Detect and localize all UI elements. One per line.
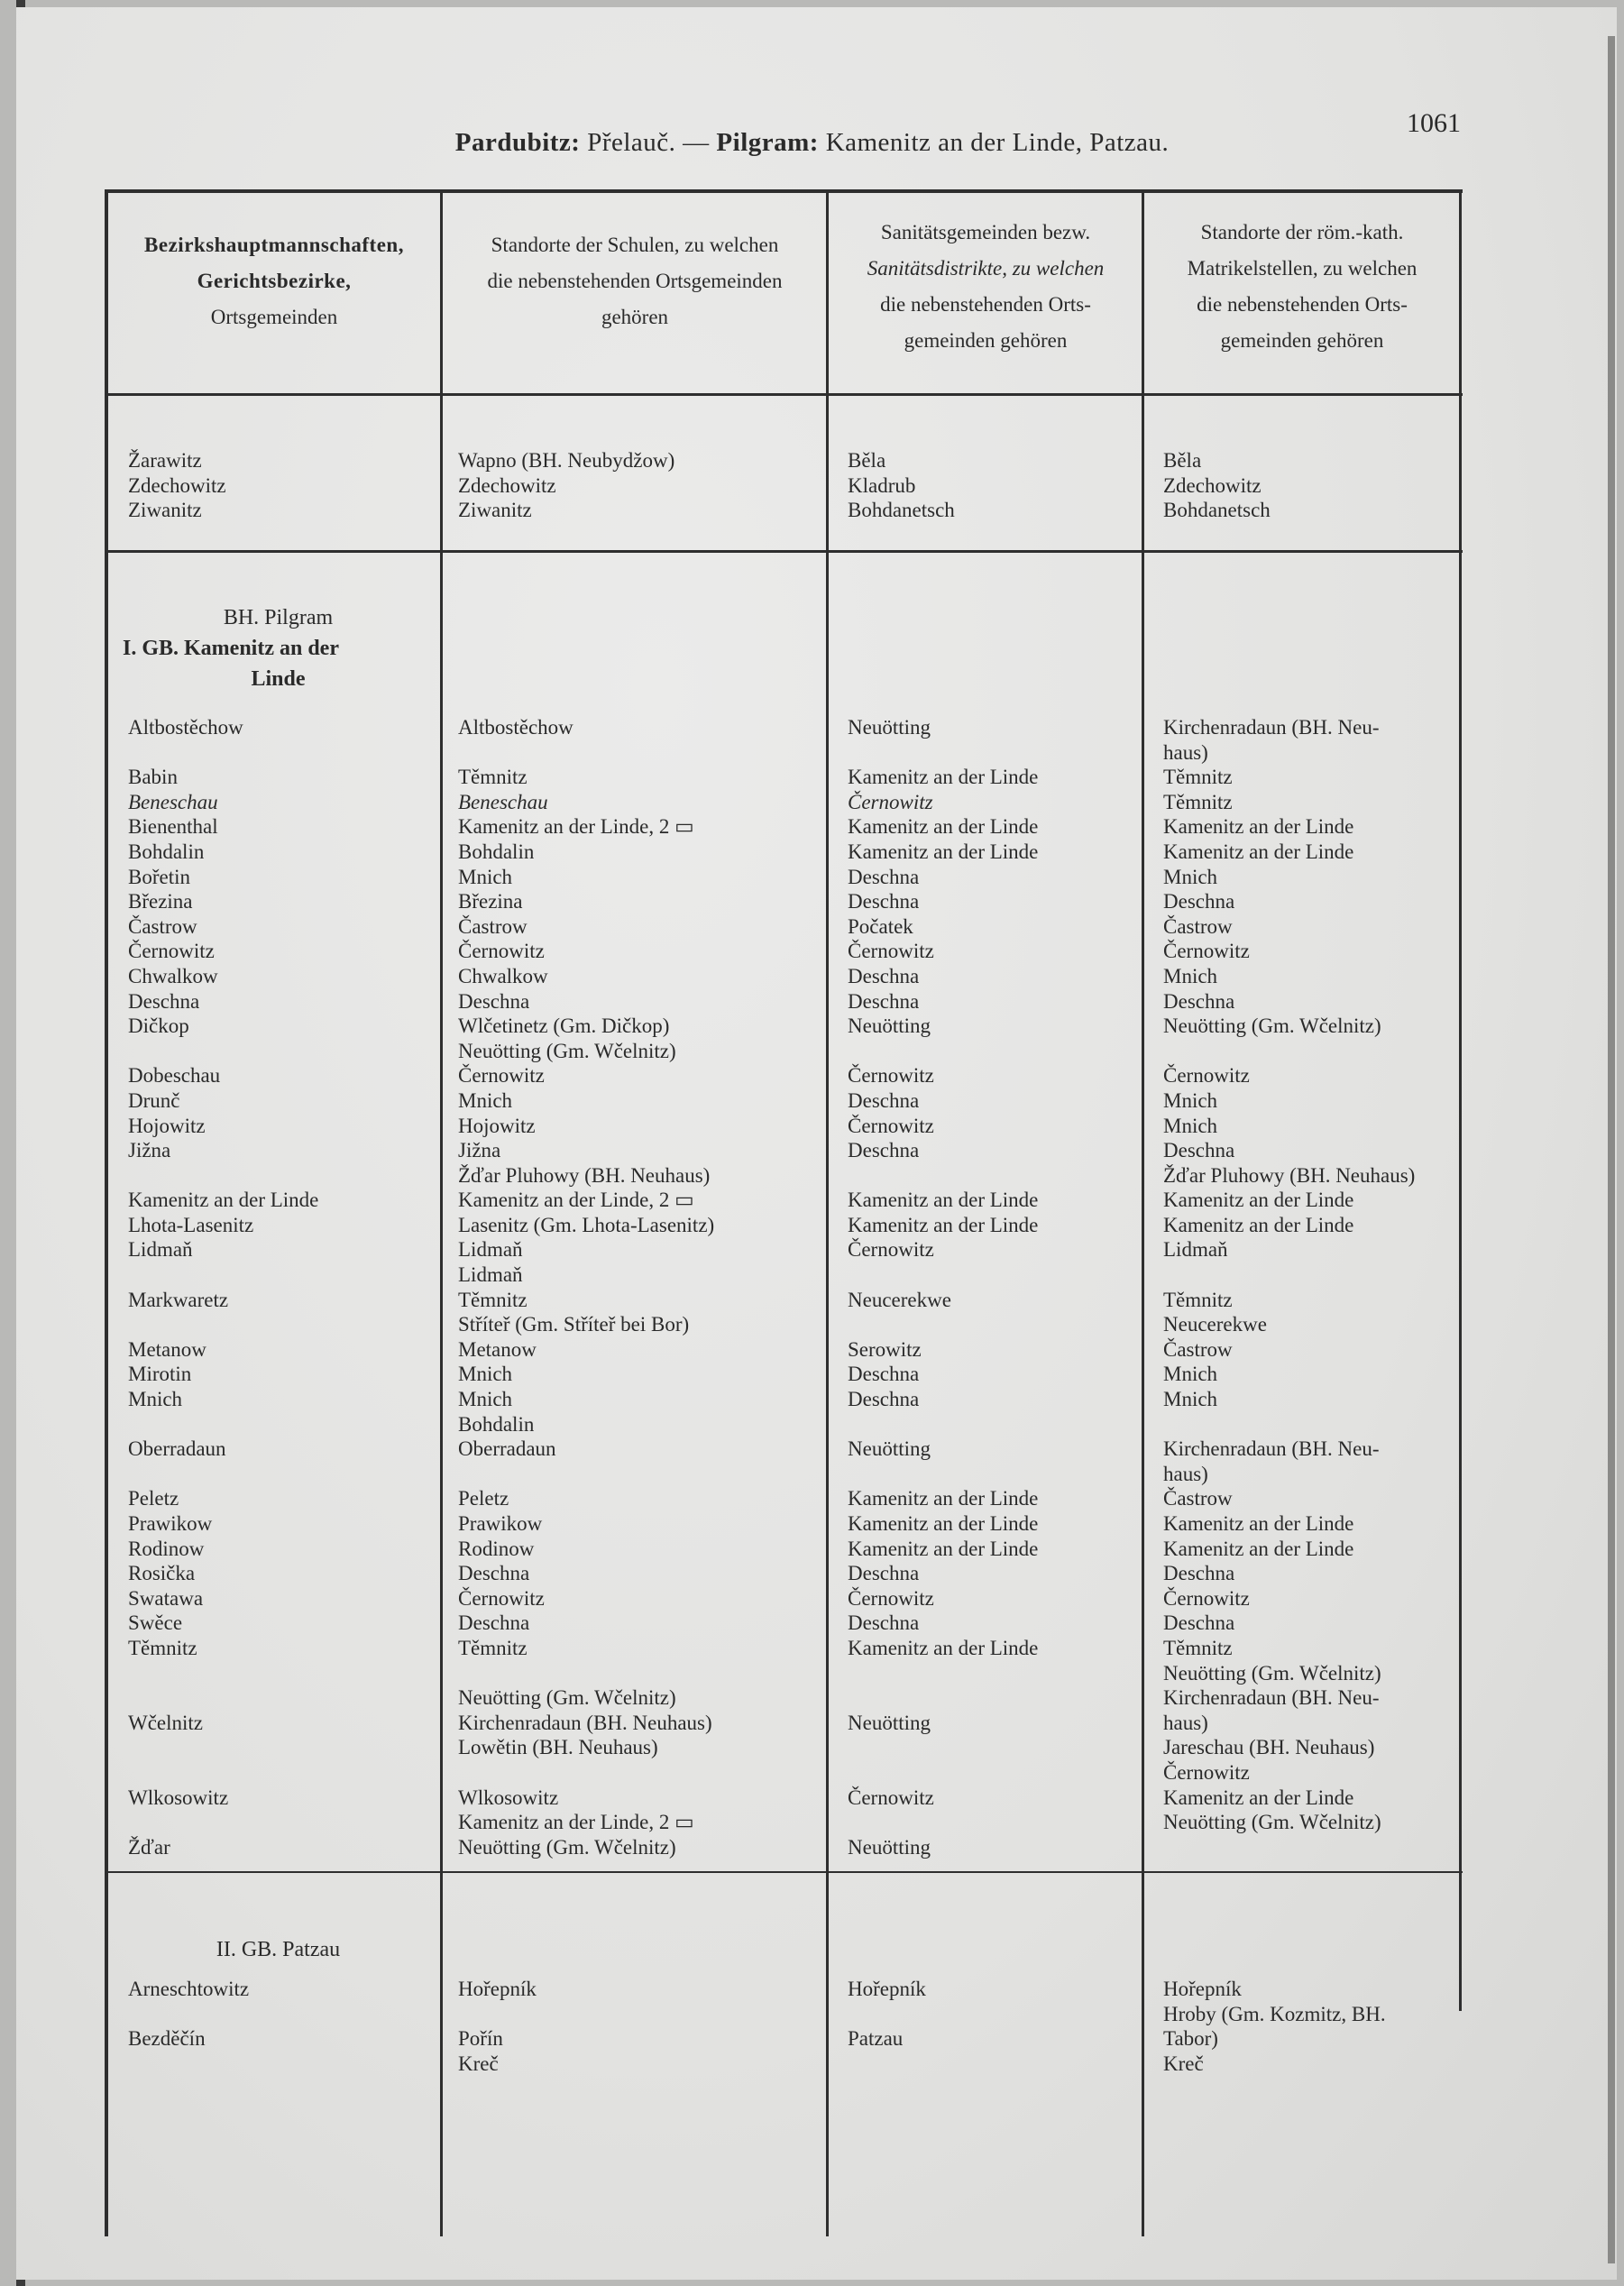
list-item: Altbostěchow [128, 716, 243, 739]
list-item [128, 2002, 249, 2027]
list-item: haus) [1163, 1711, 1208, 1734]
header-col4-line2: Matrikelstellen, zu welchen [1187, 257, 1418, 280]
list-item: Kamenitz an der Linde, 2 ▭ [458, 815, 694, 839]
list-item: Žarawitz [128, 449, 202, 472]
list-item: Chwalkow [458, 964, 548, 987]
col-rule-1 [440, 189, 443, 2236]
list-item: Častrow [458, 914, 528, 938]
list-item: Mnich [1163, 1088, 1218, 1112]
list-item: Oberradaun [128, 1437, 226, 1461]
list-item: Bohdalin [458, 1412, 535, 1436]
list-item: Neuötting [848, 716, 931, 739]
list-item: Kamenitz an der Linde [1163, 1537, 1354, 1560]
list-item: Bohdanetsch [848, 499, 955, 522]
list-item [848, 1661, 1038, 1686]
list-item: Černowitz [1163, 1760, 1250, 1784]
list-item [848, 1262, 1038, 1288]
block3-col1 [128, 1977, 249, 2052]
list-item: Černowitz [848, 1586, 934, 1610]
section-divider-rule [105, 1871, 1463, 1873]
header-col1 [110, 227, 438, 335]
list-item: Oberradaun [458, 1437, 556, 1461]
block1-col1 [128, 448, 226, 523]
list-item [848, 1039, 1038, 1064]
list-item: Ziwanitz [128, 499, 202, 522]
list-item: Kamenitz an der Linde [848, 1636, 1039, 1659]
list-item: Kamenitz an der Linde [848, 1213, 1039, 1236]
list-item: Mnich [458, 1088, 513, 1112]
table-right-rule [1459, 189, 1462, 2011]
list-item: Deschna [128, 989, 200, 1013]
list-item: Jareschau (BH. Neuhaus) [1163, 1736, 1375, 1759]
list-item: Patzau [848, 2027, 904, 2051]
list-item: Deschna [1163, 1562, 1235, 1585]
block1-col3 [848, 448, 955, 523]
list-item: Černowitz [458, 1586, 545, 1610]
list-item: Lhota-Lasenitz [128, 1213, 254, 1236]
list-item: Kamenitz an der Linde [1163, 1213, 1354, 1236]
list-item: Stříteř (Gm. Stříteř bei Bor) [458, 1313, 690, 1336]
list-item: Deschna [848, 1388, 920, 1411]
page-edge-shadow [1608, 36, 1615, 2263]
list-item: Lidmaň [1163, 1238, 1228, 1262]
list-item: Běla [848, 449, 886, 472]
list-item [1163, 1412, 1415, 1437]
list-item: Zdechowitz [128, 473, 226, 497]
header-col4-line3: die nebenstehenden Orts- [1197, 293, 1408, 316]
list-item: Mnich [1163, 1363, 1218, 1386]
block3-col4 [1163, 1977, 1386, 2076]
list-item: Hořepník [848, 1978, 926, 2000]
list-item: Kamenitz an der Linde [848, 1487, 1039, 1510]
running-head-right-bold: Pilgram: [716, 128, 819, 157]
list-item: Počatek [848, 914, 913, 938]
block2-col2 [458, 715, 714, 1859]
list-item [1163, 1039, 1415, 1064]
list-item: Neuötting (Gm. Wčelnitz) [1163, 1811, 1381, 1834]
header-col1-line1: Bezirkshauptmannschaften, [144, 234, 404, 256]
header-col4 [1147, 215, 1457, 359]
list-item [458, 1661, 714, 1686]
list-item: Markwaretz [128, 1288, 229, 1311]
list-item: Mnich [1163, 964, 1218, 987]
list-item [458, 1462, 714, 1487]
list-item [128, 1760, 318, 1786]
list-item: Mnich [1163, 865, 1218, 888]
list-item: Rosička [128, 1562, 196, 1585]
list-item: Peletz [458, 1487, 509, 1510]
list-item: Hořepník [458, 1978, 537, 2000]
district-title: BH. Pilgram [223, 606, 334, 629]
list-item [128, 740, 318, 766]
header-col3-line4: gemeinden gehören [904, 329, 1068, 352]
list-item: Kirchenradaun (BH. Neu- [1163, 716, 1380, 739]
list-item: Prawikow [458, 1512, 543, 1535]
section2-heading [123, 1934, 434, 1965]
list-item: Těmnitz [458, 766, 528, 789]
list-item: Prawikow [128, 1512, 213, 1535]
list-item [848, 1312, 1038, 1337]
list-item: Kamenitz an der Linde, 2 ▭ [458, 1811, 694, 1834]
list-item: Wlkosowitz [458, 1786, 559, 1809]
list-item: Swatawa [128, 1586, 204, 1610]
list-item: Lowětin (BH. Neuhaus) [458, 1736, 658, 1759]
list-item: Deschna [458, 1611, 530, 1635]
court-district-title: I. GB. Kamenitz an der [123, 637, 339, 660]
list-item: Kamenitz an der Linde [848, 815, 1039, 839]
header-col3-line2: Sanitätsdistrikte, zu welchen [867, 257, 1105, 280]
list-item: Kirchenradaun (BH. Neu- [1163, 1686, 1380, 1710]
list-item: Babin [128, 766, 178, 789]
header-col2-line2: die nebenstehenden Ortsgemeinden [487, 270, 783, 292]
list-item: Kamenitz an der Linde, 2 ▭ [458, 1189, 694, 1212]
header-col3-line1: Sanitätsgemeinden bezw. [880, 221, 1091, 243]
header-col2-line1: Standorte der Schulen, zu welchen [491, 234, 779, 256]
list-item: Deschna [1163, 989, 1235, 1013]
list-item: Těmnitz [1163, 1636, 1233, 1659]
list-item: Arneschtowitz [128, 1978, 250, 2000]
list-item [848, 1735, 1038, 1760]
list-item: Černowitz [848, 940, 934, 963]
list-item: Neuötting (Gm. Wčelnitz) [458, 1686, 676, 1710]
list-item: Wčelnitz [128, 1711, 204, 1734]
header-col2 [445, 227, 824, 335]
list-item: Drunč [128, 1088, 180, 1112]
block-divider-rule [105, 550, 1463, 553]
list-item: Kamenitz an der Linde [848, 766, 1039, 789]
list-item: Deschna [1163, 890, 1235, 913]
list-item: Deschna [848, 989, 920, 1013]
table-top-rule [105, 189, 1463, 193]
list-item: Deschna [848, 1139, 920, 1162]
list-item: Kladrub [848, 473, 916, 497]
list-item: Kamenitz an der Linde [848, 840, 1039, 863]
list-item: Černowitz [848, 790, 933, 813]
header-bottom-rule [105, 393, 1463, 396]
list-item: Metanow [128, 1337, 206, 1361]
page-number: 1061 [1407, 108, 1461, 138]
list-item [128, 1810, 318, 1835]
running-head-left: Přelauč. — [587, 128, 710, 157]
block3-col2 [458, 1977, 537, 2076]
list-item: Kamenitz an der Linde [1163, 1512, 1354, 1535]
list-item: Peletz [128, 1487, 179, 1510]
list-item: Wapno (BH. Neubydžow) [458, 449, 675, 472]
list-item: Častrow [1163, 914, 1233, 938]
list-item: Mirotin [128, 1363, 192, 1386]
list-item: Mnich [458, 865, 513, 888]
list-item: Neucerekwe [848, 1288, 951, 1311]
block1-col4 [1163, 448, 1271, 523]
list-item: Lasenitz (Gm. Lhota-Lasenitz) [458, 1213, 715, 1236]
header-col4-line1: Standorte der röm.-kath. [1200, 221, 1404, 243]
list-item: Jižna [128, 1139, 171, 1162]
list-item: Dičkop [128, 1014, 189, 1038]
block1-col2 [458, 448, 674, 523]
list-item: Deschna [848, 890, 920, 913]
list-item: Neuötting (Gm. Wčelnitz) [1163, 1014, 1381, 1038]
list-item [848, 1462, 1038, 1487]
table-left-rule [105, 189, 108, 2236]
list-item: Lidmaň [458, 1263, 523, 1287]
list-item: Mnich [128, 1388, 183, 1411]
block2-col1 [128, 715, 318, 1859]
list-item: Bezděčín [128, 2027, 206, 2051]
list-item: Lidmaň [128, 1238, 193, 1262]
list-item: Neuötting [848, 1437, 931, 1461]
list-item: Deschna [458, 989, 530, 1013]
list-item: Těmnitz [1163, 790, 1233, 813]
list-item: Bienenthal [128, 815, 218, 839]
list-item: Kreč [1163, 2052, 1204, 2075]
list-item: Wlčetinetz (Gm. Dičkop) [458, 1014, 670, 1038]
list-item: Kamenitz an der Linde [1163, 1189, 1354, 1212]
block2-col3 [848, 715, 1038, 1859]
list-item: Černowitz [1163, 1586, 1250, 1610]
list-item [1163, 1835, 1415, 1860]
list-item [128, 1412, 318, 1437]
list-item: Kirchenradaun (BH. Neuhaus) [458, 1711, 712, 1734]
list-item: Častrow [1163, 1337, 1233, 1361]
list-item: Kamenitz an der Linde [128, 1189, 319, 1212]
list-item [128, 1312, 318, 1337]
list-item: Altbostěchow [458, 716, 573, 739]
list-item: Zdechowitz [1163, 473, 1262, 497]
list-item: Pořín [458, 2027, 503, 2051]
list-item: Březina [458, 890, 523, 913]
list-item: Neuötting (Gm. Wčelnitz) [458, 1835, 676, 1859]
court-district-title-cont: Linde [251, 667, 306, 691]
list-item: Jižna [458, 1139, 501, 1162]
list-item [458, 2002, 537, 2027]
list-item: Bohdalin [128, 840, 205, 863]
list-item: Kreč [458, 2052, 499, 2075]
running-head [0, 128, 1624, 158]
list-item: Březina [128, 890, 193, 913]
list-item: Neuötting (Gm. Wčelnitz) [458, 1039, 676, 1062]
header-col2-line3: gehören [601, 306, 669, 328]
list-item: Častrow [128, 914, 197, 938]
list-item [848, 1685, 1038, 1711]
list-item: Rodinow [458, 1537, 535, 1560]
block3-col3 [848, 1977, 926, 2052]
list-item: Beneschau [458, 790, 548, 813]
list-item: Deschna [848, 1562, 920, 1585]
list-item: Těmnitz [1163, 766, 1233, 789]
list-item: Častrow [1163, 1487, 1233, 1510]
list-item: Neucerekwe [1163, 1313, 1267, 1336]
list-item: Mnich [1163, 1114, 1218, 1137]
list-item: Černowitz [848, 1238, 934, 1262]
list-item [848, 1810, 1038, 1835]
running-head-right: Kamenitz an der Linde, Patzau. [825, 128, 1170, 157]
list-item: Beneschau [128, 790, 218, 813]
header-col1-line2: Gerichtsbezirke, [197, 270, 352, 292]
list-item: Černowitz [848, 1786, 934, 1809]
list-item: Hořepník [1163, 1978, 1242, 2000]
list-item: Swěce [128, 1611, 183, 1635]
list-item: Těmnitz [1163, 1288, 1233, 1311]
list-item: Kirchenradaun (BH. Neu- [1163, 1437, 1380, 1461]
list-item [848, 1760, 1038, 1786]
list-item: Černowitz [458, 940, 545, 963]
list-item: Kamenitz an der Linde [848, 1537, 1039, 1560]
section1-heading [123, 602, 434, 694]
list-item: Kamenitz an der Linde [1163, 840, 1354, 863]
court-district-title: II. GB. Patzau [216, 1938, 341, 1961]
col-rule-3 [1142, 189, 1144, 2236]
list-item: Černowitz [848, 1114, 934, 1137]
list-item: Deschna [848, 1611, 920, 1635]
list-item: Mnich [458, 1388, 513, 1411]
list-item [848, 1163, 1038, 1189]
list-item: Neuötting (Gm. Wčelnitz) [1163, 1661, 1381, 1685]
block2-col4 [1163, 715, 1415, 1859]
list-item: Černowitz [1163, 1064, 1250, 1088]
list-item: Hroby (Gm. Kozmitz, BH. [1163, 2002, 1386, 2025]
running-head-left-bold: Pardubitz: [454, 128, 581, 157]
list-item [128, 1163, 318, 1189]
list-item: Mnich [1163, 1388, 1218, 1411]
list-item [128, 1462, 318, 1487]
list-item: Bohdalin [458, 840, 535, 863]
list-item: Černowitz [1163, 940, 1250, 963]
list-item: Mnich [458, 1363, 513, 1386]
list-item: Deschna [1163, 1139, 1235, 1162]
list-item: haus) [1163, 1462, 1208, 1485]
list-item [1163, 1262, 1415, 1288]
list-item: Deschna [848, 964, 920, 987]
list-item: Lidmaň [458, 1238, 523, 1262]
list-item: Bohdanetsch [1163, 499, 1271, 522]
list-item: Kamenitz an der Linde [848, 1189, 1039, 1212]
list-item: Ziwanitz [458, 499, 532, 522]
list-item: Černowitz [848, 1064, 934, 1088]
list-item: Hojowitz [128, 1114, 206, 1137]
list-item: Těmnitz [458, 1288, 528, 1311]
list-item: haus) [1163, 740, 1208, 764]
header-col4-line4: gemeinden gehören [1220, 329, 1384, 352]
list-item: Těmnitz [458, 1636, 528, 1659]
list-item: Dobeschau [128, 1064, 221, 1088]
list-item [128, 1685, 318, 1711]
list-item: Černowitz [128, 940, 215, 963]
list-item: Wlkosowitz [128, 1786, 229, 1809]
list-item: Deschna [848, 1088, 920, 1112]
list-item [128, 1262, 318, 1288]
list-item: Deschna [848, 865, 920, 888]
list-item: Žďar [128, 1835, 170, 1859]
list-item: Neuötting [848, 1835, 931, 1859]
list-item: Deschna [848, 1363, 920, 1386]
list-item [128, 1661, 318, 1686]
gazetteer-table [105, 189, 1463, 2236]
list-item: Kamenitz an der Linde [848, 1512, 1039, 1535]
list-item: Rodinow [128, 1537, 205, 1560]
list-item [848, 2002, 926, 2027]
list-item: Černowitz [458, 1064, 545, 1088]
list-item [128, 1735, 318, 1760]
list-item: Žďar Pluhowy (BH. Neuhaus) [1163, 1163, 1416, 1187]
list-item: Žďar Pluhowy (BH. Neuhaus) [458, 1163, 711, 1187]
list-item: Metanow [458, 1337, 537, 1361]
list-item: Těmnitz [128, 1636, 197, 1659]
list-item: Serowitz [848, 1337, 922, 1361]
list-item: Bořetin [128, 865, 190, 888]
list-item: Zdechowitz [458, 473, 556, 497]
list-item: Běla [1163, 449, 1202, 472]
list-item: Tabor) [1163, 2027, 1218, 2051]
header-col1-line3: Ortsgemeinden [210, 306, 338, 328]
list-item: Deschna [1163, 1611, 1235, 1635]
list-item: Deschna [458, 1562, 530, 1585]
list-item: Neuötting [848, 1711, 931, 1734]
header-col3 [831, 215, 1140, 359]
list-item: Neuötting [848, 1014, 931, 1038]
header-col3-line3: die nebenstehenden Orts- [880, 293, 1091, 316]
list-item [128, 1039, 318, 1064]
list-item: Chwalkow [128, 964, 218, 987]
list-item [848, 1412, 1038, 1437]
list-item [848, 740, 1038, 766]
list-item [458, 1760, 714, 1786]
col-rule-2 [826, 189, 829, 2236]
list-item: Kamenitz an der Linde [1163, 1786, 1354, 1809]
list-item [458, 740, 714, 766]
list-item: Kamenitz an der Linde [1163, 815, 1354, 839]
list-item: Hojowitz [458, 1114, 536, 1137]
